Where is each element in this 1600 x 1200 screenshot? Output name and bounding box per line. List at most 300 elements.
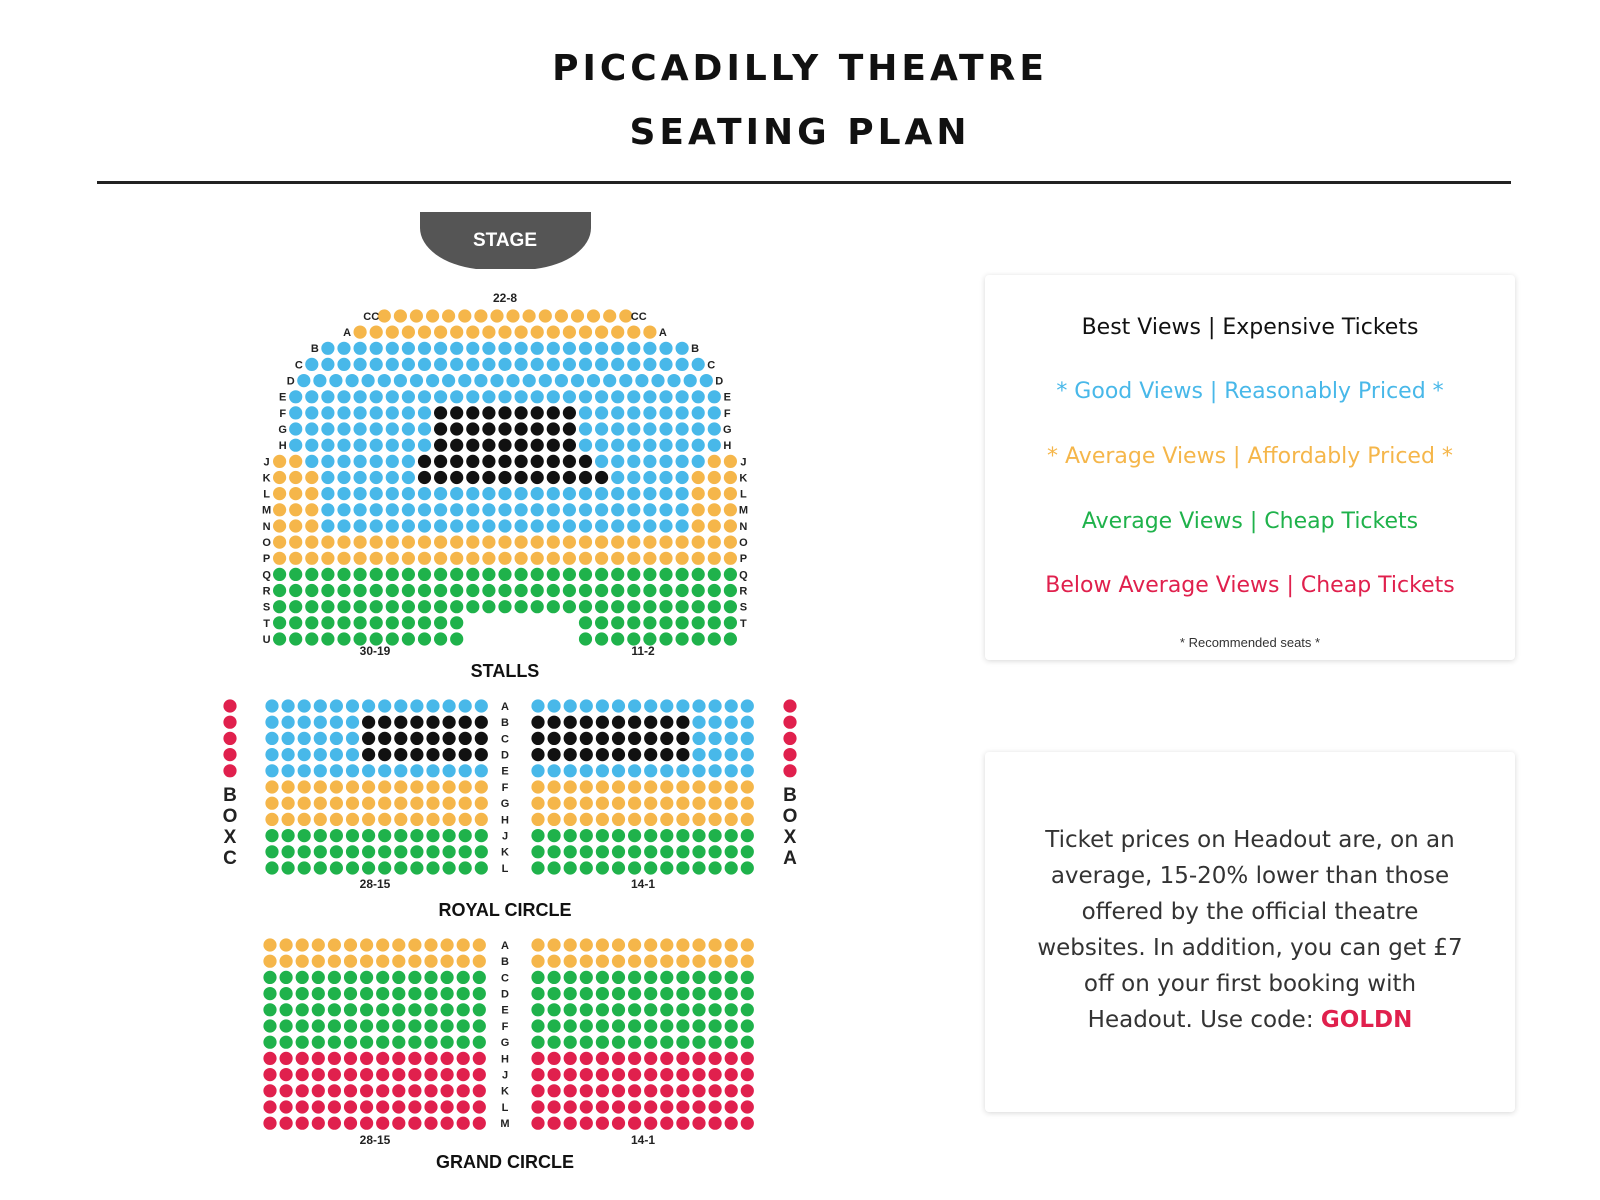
seat-grand-circle-j[interactable] [312,1068,325,1081]
seat-royal-circle-g[interactable] [475,797,488,810]
undefined[interactable] [708,422,721,435]
seat-grand-circle-l[interactable] [612,1100,625,1113]
seat-stalls-u[interactable] [418,632,431,645]
seat-royal-circle-d[interactable] [676,748,689,761]
undefined[interactable] [627,406,640,419]
undefined[interactable] [321,422,334,435]
undefined[interactable] [386,326,399,339]
seat-royal-circle-j[interactable] [475,829,488,842]
undefined[interactable] [523,309,536,322]
seat-royal-circle-e[interactable] [644,764,657,777]
undefined[interactable] [611,390,624,403]
undefined[interactable] [362,374,375,387]
seat-royal-circle-b[interactable] [362,716,375,729]
seat-grand-circle-a[interactable] [408,938,421,951]
seat-stalls-u[interactable] [450,632,463,645]
undefined[interactable] [643,600,656,613]
undefined[interactable] [611,455,624,468]
seat-royal-circle-b[interactable] [394,716,407,729]
seat-royal-circle-a[interactable] [564,699,577,712]
seat-grand-circle-g[interactable] [280,1036,293,1049]
seat-royal-circle-c[interactable] [548,732,561,745]
seat-stalls-t[interactable] [627,616,640,629]
undefined[interactable] [305,406,318,419]
seat-royal-circle-a[interactable] [612,699,625,712]
undefined[interactable] [667,374,680,387]
seat-royal-circle-k[interactable] [676,845,689,858]
seat-royal-circle-f[interactable] [410,780,423,793]
seat-grand-circle-l[interactable] [660,1100,673,1113]
undefined[interactable] [611,358,624,371]
seat-grand-circle-g[interactable] [660,1036,673,1049]
undefined[interactable] [595,600,608,613]
seat-royal-circle-k[interactable] [692,845,705,858]
seat-grand-circle-d[interactable] [457,987,470,1000]
seat-box-c[interactable] [223,732,236,745]
seat-royal-circle-l[interactable] [564,861,577,874]
seat-grand-circle-h[interactable] [580,1052,593,1065]
seat-royal-circle-f[interactable] [475,780,488,793]
seat-grand-circle-l[interactable] [580,1100,593,1113]
seat-grand-circle-d[interactable] [580,987,593,1000]
seat-grand-circle-e[interactable] [457,1003,470,1016]
seat-grand-circle-a[interactable] [376,938,389,951]
undefined[interactable] [515,455,528,468]
seat-grand-circle-f[interactable] [457,1019,470,1032]
seat-grand-circle-h[interactable] [360,1052,373,1065]
seat-box-a[interactable] [783,699,796,712]
seat-grand-circle-a[interactable] [741,938,754,951]
seat-royal-circle-j[interactable] [443,829,456,842]
seat-grand-circle-f[interactable] [531,1019,544,1032]
undefined[interactable] [563,600,576,613]
undefined[interactable] [659,600,672,613]
undefined[interactable] [354,406,367,419]
seat-royal-circle-b[interactable] [330,716,343,729]
undefined[interactable] [386,471,399,484]
seat-royal-circle-j[interactable] [298,829,311,842]
undefined[interactable] [579,600,592,613]
seat-grand-circle-f[interactable] [296,1019,309,1032]
seat-royal-circle-e[interactable] [612,764,625,777]
seat-royal-circle-j[interactable] [709,829,722,842]
undefined[interactable] [627,552,640,565]
seat-stalls-t[interactable] [273,616,286,629]
seat-stalls-t[interactable] [402,616,415,629]
undefined[interactable] [442,309,455,322]
undefined[interactable] [418,568,431,581]
undefined[interactable] [643,439,656,452]
seat-grand-circle-j[interactable] [692,1068,705,1081]
undefined[interactable] [627,439,640,452]
seat-stalls-t[interactable] [611,616,624,629]
seat-grand-circle-c[interactable] [424,971,437,984]
seat-royal-circle-h[interactable] [426,813,439,826]
undefined[interactable] [370,342,383,355]
undefined[interactable] [370,503,383,516]
seat-royal-circle-g[interactable] [443,797,456,810]
undefined[interactable] [692,536,705,549]
seat-grand-circle-j[interactable] [376,1068,389,1081]
seat-royal-circle-l[interactable] [298,861,311,874]
seat-grand-circle-e[interactable] [628,1003,641,1016]
seat-royal-circle-a[interactable] [644,699,657,712]
seat-royal-circle-j[interactable] [628,829,641,842]
seat-grand-circle-m[interactable] [564,1117,577,1130]
seat-grand-circle-b[interactable] [676,955,689,968]
seat-grand-circle-h[interactable] [628,1052,641,1065]
undefined[interactable] [354,536,367,549]
undefined[interactable] [563,455,576,468]
seat-royal-circle-c[interactable] [660,732,673,745]
undefined[interactable] [402,326,415,339]
seat-grand-circle-g[interactable] [344,1036,357,1049]
undefined[interactable] [434,552,447,565]
seat-stalls-u[interactable] [402,632,415,645]
undefined[interactable] [321,455,334,468]
seat-royal-circle-k[interactable] [741,845,754,858]
undefined[interactable] [466,406,479,419]
undefined[interactable] [370,471,383,484]
seat-royal-circle-k[interactable] [346,845,359,858]
undefined[interactable] [515,519,528,532]
undefined[interactable] [595,406,608,419]
seat-royal-circle-l[interactable] [580,861,593,874]
seat-grand-circle-j[interactable] [408,1068,421,1081]
undefined[interactable] [676,471,689,484]
undefined[interactable] [627,390,640,403]
undefined[interactable] [426,309,439,322]
undefined[interactable] [410,309,423,322]
undefined[interactable] [434,406,447,419]
seat-royal-circle-c[interactable] [378,732,391,745]
seat-stalls-t[interactable] [643,616,656,629]
seat-royal-circle-l[interactable] [596,861,609,874]
seat-royal-circle-j[interactable] [644,829,657,842]
seat-grand-circle-h[interactable] [531,1052,544,1065]
seat-grand-circle-e[interactable] [548,1003,561,1016]
seat-royal-circle-h[interactable] [596,813,609,826]
seat-grand-circle-m[interactable] [376,1117,389,1130]
seat-grand-circle-d[interactable] [692,987,705,1000]
seat-royal-circle-d[interactable] [660,748,673,761]
seat-royal-circle-a[interactable] [725,699,738,712]
undefined[interactable] [418,455,431,468]
seat-grand-circle-j[interactable] [725,1068,738,1081]
undefined[interactable] [708,455,721,468]
seat-grand-circle-b[interactable] [692,955,705,968]
seat-grand-circle-l[interactable] [296,1100,309,1113]
seat-grand-circle-m[interactable] [660,1117,673,1130]
seat-grand-circle-l[interactable] [312,1100,325,1113]
seat-grand-circle-f[interactable] [660,1019,673,1032]
seat-royal-circle-d[interactable] [596,748,609,761]
seat-royal-circle-k[interactable] [443,845,456,858]
seat-stalls-t[interactable] [434,616,447,629]
seat-grand-circle-j[interactable] [580,1068,593,1081]
seat-grand-circle-f[interactable] [473,1019,486,1032]
undefined[interactable] [305,471,318,484]
seat-royal-circle-d[interactable] [394,748,407,761]
seat-royal-circle-j[interactable] [725,829,738,842]
undefined[interactable] [515,390,528,403]
seat-grand-circle-h[interactable] [725,1052,738,1065]
undefined[interactable] [595,503,608,516]
seat-grand-circle-f[interactable] [548,1019,561,1032]
undefined[interactable] [676,358,689,371]
seat-stalls-t[interactable] [579,616,592,629]
undefined[interactable] [563,471,576,484]
seat-grand-circle-e[interactable] [360,1003,373,1016]
seat-royal-circle-c[interactable] [346,732,359,745]
seat-grand-circle-b[interactable] [628,955,641,968]
seat-royal-circle-l[interactable] [394,861,407,874]
undefined[interactable] [676,584,689,597]
undefined[interactable] [354,471,367,484]
undefined[interactable] [337,503,350,516]
undefined[interactable] [692,390,705,403]
seat-grand-circle-a[interactable] [580,938,593,951]
seat-grand-circle-b[interactable] [548,955,561,968]
undefined[interactable] [692,422,705,435]
seat-grand-circle-l[interactable] [344,1100,357,1113]
undefined[interactable] [515,358,528,371]
seat-grand-circle-a[interactable] [612,938,625,951]
undefined[interactable] [692,552,705,565]
undefined[interactable] [643,358,656,371]
seat-royal-circle-h[interactable] [362,813,375,826]
seat-royal-circle-l[interactable] [692,861,705,874]
seat-royal-circle-d[interactable] [314,748,327,761]
seat-royal-circle-h[interactable] [709,813,722,826]
seat-grand-circle-k[interactable] [548,1084,561,1097]
seat-grand-circle-g[interactable] [296,1036,309,1049]
seat-royal-circle-g[interactable] [676,797,689,810]
undefined[interactable] [426,374,439,387]
seat-grand-circle-m[interactable] [408,1117,421,1130]
seat-royal-circle-b[interactable] [612,716,625,729]
undefined[interactable] [651,374,664,387]
seat-grand-circle-k[interactable] [660,1084,673,1097]
undefined[interactable] [450,584,463,597]
undefined[interactable] [724,503,737,516]
seat-grand-circle-j[interactable] [457,1068,470,1081]
undefined[interactable] [418,584,431,597]
undefined[interactable] [515,536,528,549]
undefined[interactable] [724,471,737,484]
seat-grand-circle-f[interactable] [564,1019,577,1032]
seat-royal-circle-l[interactable] [330,861,343,874]
undefined[interactable] [595,584,608,597]
undefined[interactable] [515,406,528,419]
seat-grand-circle-e[interactable] [344,1003,357,1016]
seat-grand-circle-l[interactable] [548,1100,561,1113]
seat-grand-circle-h[interactable] [644,1052,657,1065]
seat-grand-circle-f[interactable] [263,1019,276,1032]
undefined[interactable] [627,342,640,355]
seat-royal-circle-f[interactable] [580,780,593,793]
seat-royal-circle-l[interactable] [660,861,673,874]
undefined[interactable] [659,439,672,452]
seat-grand-circle-k[interactable] [441,1084,454,1097]
seat-royal-circle-g[interactable] [531,797,544,810]
seat-grand-circle-a[interactable] [548,938,561,951]
seat-grand-circle-a[interactable] [457,938,470,951]
undefined[interactable] [676,439,689,452]
seat-grand-circle-c[interactable] [312,971,325,984]
undefined[interactable] [450,422,463,435]
undefined[interactable] [305,536,318,549]
undefined[interactable] [434,439,447,452]
seat-stalls-t[interactable] [676,616,689,629]
undefined[interactable] [547,422,560,435]
seat-grand-circle-j[interactable] [392,1068,405,1081]
undefined[interactable] [418,342,431,355]
seat-royal-circle-a[interactable] [314,699,327,712]
undefined[interactable] [434,600,447,613]
seat-royal-circle-c[interactable] [725,732,738,745]
undefined[interactable] [394,374,407,387]
undefined[interactable] [386,503,399,516]
seat-grand-circle-k[interactable] [564,1084,577,1097]
seat-royal-circle-f[interactable] [362,780,375,793]
undefined[interactable] [289,584,302,597]
seat-grand-circle-h[interactable] [280,1052,293,1065]
seat-royal-circle-e[interactable] [362,764,375,777]
seat-grand-circle-m[interactable] [692,1117,705,1130]
undefined[interactable] [354,487,367,500]
undefined[interactable] [659,406,672,419]
seat-royal-circle-a[interactable] [531,699,544,712]
undefined[interactable] [466,471,479,484]
seat-grand-circle-f[interactable] [709,1019,722,1032]
undefined[interactable] [273,536,286,549]
seat-grand-circle-b[interactable] [441,955,454,968]
undefined[interactable] [531,552,544,565]
undefined[interactable] [321,439,334,452]
undefined[interactable] [724,600,737,613]
undefined[interactable] [724,455,737,468]
seat-royal-circle-g[interactable] [660,797,673,810]
seat-royal-circle-j[interactable] [314,829,327,842]
undefined[interactable] [659,519,672,532]
seat-grand-circle-e[interactable] [328,1003,341,1016]
undefined[interactable] [289,487,302,500]
seat-grand-circle-g[interactable] [531,1036,544,1049]
seat-royal-circle-b[interactable] [725,716,738,729]
seat-grand-circle-d[interactable] [376,987,389,1000]
seat-grand-circle-c[interactable] [344,971,357,984]
seat-grand-circle-l[interactable] [628,1100,641,1113]
undefined[interactable] [402,455,415,468]
seat-stalls-t[interactable] [321,616,334,629]
undefined[interactable] [515,552,528,565]
undefined[interactable] [579,487,592,500]
seat-royal-circle-a[interactable] [346,699,359,712]
seat-grand-circle-a[interactable] [644,938,657,951]
seat-grand-circle-d[interactable] [392,987,405,1000]
seat-grand-circle-k[interactable] [473,1084,486,1097]
seat-grand-circle-c[interactable] [548,971,561,984]
seat-royal-circle-d[interactable] [612,748,625,761]
seat-royal-circle-e[interactable] [475,764,488,777]
undefined[interactable] [595,455,608,468]
undefined[interactable] [692,503,705,516]
seat-grand-circle-g[interactable] [360,1036,373,1049]
seat-grand-circle-c[interactable] [741,971,754,984]
undefined[interactable] [434,390,447,403]
undefined[interactable] [273,552,286,565]
undefined[interactable] [579,503,592,516]
seat-grand-circle-m[interactable] [612,1117,625,1130]
seat-grand-circle-b[interactable] [596,955,609,968]
undefined[interactable] [563,487,576,500]
seat-grand-circle-j[interactable] [564,1068,577,1081]
seat-stalls-t[interactable] [337,616,350,629]
undefined[interactable] [579,406,592,419]
seat-grand-circle-l[interactable] [263,1100,276,1113]
seat-royal-circle-e[interactable] [531,764,544,777]
undefined[interactable] [273,600,286,613]
undefined[interactable] [337,422,350,435]
undefined[interactable] [676,342,689,355]
seat-royal-circle-d[interactable] [410,748,423,761]
seat-royal-circle-g[interactable] [612,797,625,810]
seat-royal-circle-b[interactable] [346,716,359,729]
seat-grand-circle-b[interactable] [312,955,325,968]
undefined[interactable] [450,536,463,549]
seat-grand-circle-a[interactable] [424,938,437,951]
seat-royal-circle-k[interactable] [644,845,657,858]
seat-royal-circle-h[interactable] [394,813,407,826]
undefined[interactable] [370,487,383,500]
undefined[interactable] [571,309,584,322]
seat-royal-circle-l[interactable] [725,861,738,874]
undefined[interactable] [547,455,560,468]
seat-royal-circle-e[interactable] [298,764,311,777]
seat-royal-circle-k[interactable] [459,845,472,858]
seat-box-c[interactable] [223,716,236,729]
seat-grand-circle-c[interactable] [408,971,421,984]
undefined[interactable] [498,519,511,532]
seat-royal-circle-l[interactable] [612,861,625,874]
promo-code[interactable]: GOLDN [1320,1007,1413,1033]
seat-grand-circle-h[interactable] [408,1052,421,1065]
seat-royal-circle-e[interactable] [346,764,359,777]
seat-royal-circle-e[interactable] [660,764,673,777]
undefined[interactable] [289,519,302,532]
undefined[interactable] [354,584,367,597]
seat-grand-circle-d[interactable] [676,987,689,1000]
undefined[interactable] [498,600,511,613]
undefined[interactable] [515,600,528,613]
undefined[interactable] [659,455,672,468]
undefined[interactable] [402,503,415,516]
undefined[interactable] [531,390,544,403]
seat-grand-circle-b[interactable] [644,955,657,968]
undefined[interactable] [724,584,737,597]
undefined[interactable] [450,326,463,339]
seat-royal-circle-c[interactable] [394,732,407,745]
seat-royal-circle-c[interactable] [282,732,295,745]
seat-royal-circle-a[interactable] [459,699,472,712]
undefined[interactable] [531,568,544,581]
seat-grand-circle-g[interactable] [424,1036,437,1049]
undefined[interactable] [531,584,544,597]
undefined[interactable] [305,552,318,565]
undefined[interactable] [627,471,640,484]
seat-grand-circle-f[interactable] [280,1019,293,1032]
